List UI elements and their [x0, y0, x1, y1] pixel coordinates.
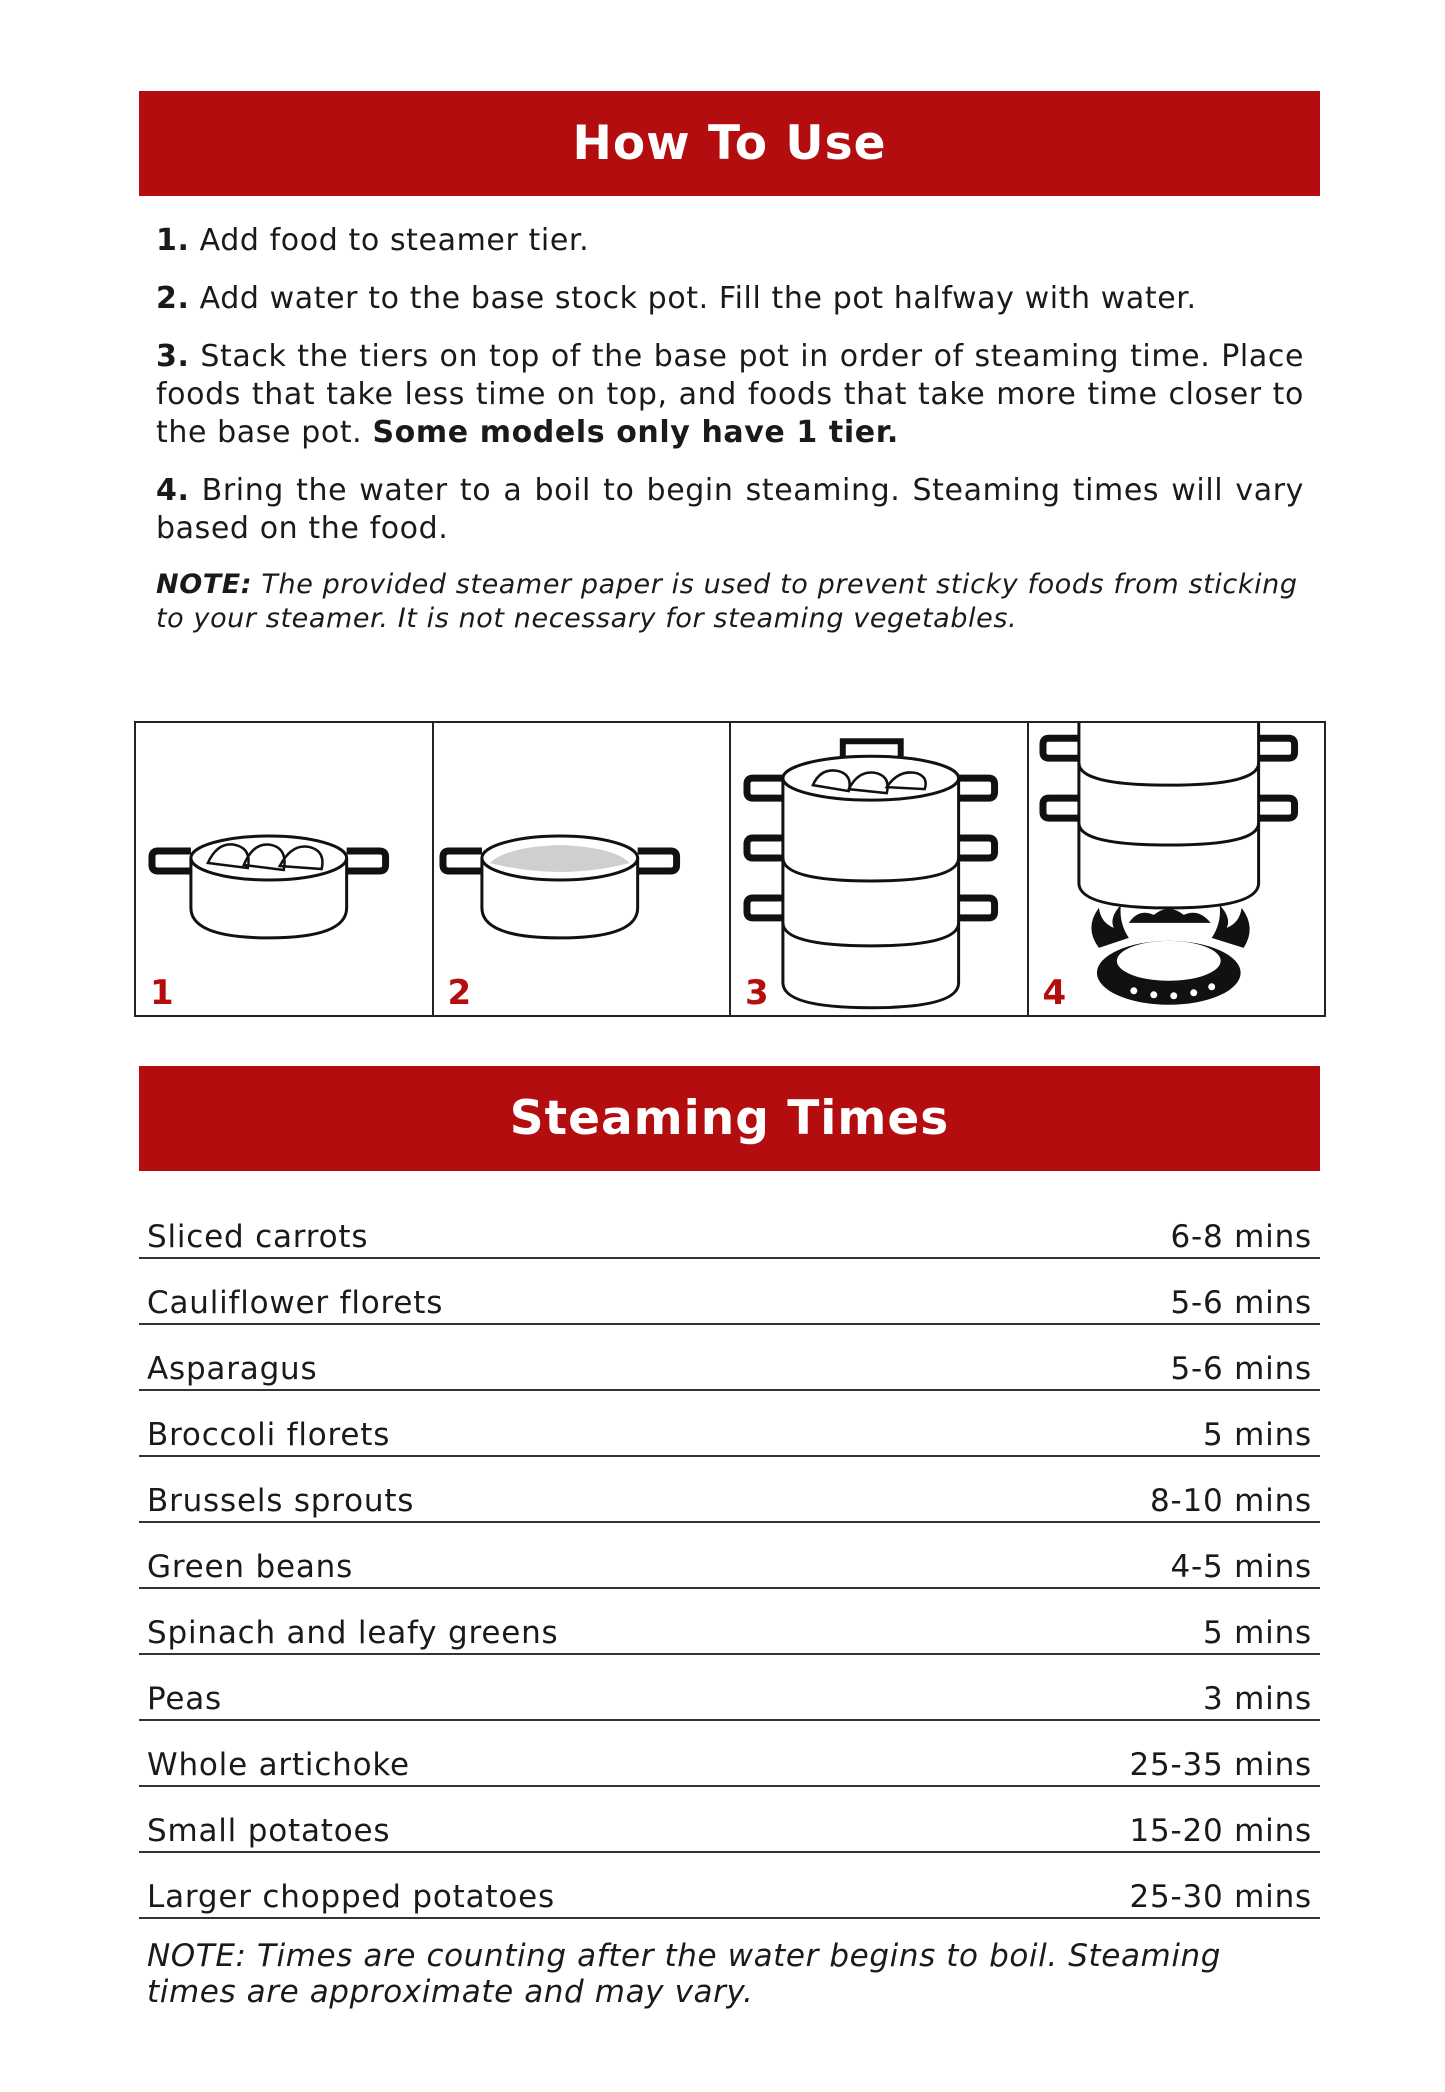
table-row — [139, 1790, 1320, 1853]
steaming-times-title: Steaming Times — [509, 1091, 950, 1146]
step-number: 2. — [156, 281, 190, 316]
illustration-panel-2 — [434, 723, 732, 1015]
food-name: Spinach and leafy greens — [147, 1615, 559, 1651]
steaming-times-header — [139, 1066, 1320, 1171]
step-1 — [156, 222, 1304, 260]
note-label: NOTE: — [156, 569, 253, 600]
illustration-panel-3 — [731, 723, 1029, 1015]
food-name: Sliced carrots — [147, 1219, 369, 1255]
instructions-list — [156, 222, 1304, 636]
step-emphasis: Some models only have 1 tier. — [372, 415, 899, 450]
step-text: Add food to steamer tier. — [199, 223, 590, 258]
how-to-use-title: How To Use — [572, 116, 887, 171]
table-row — [139, 1328, 1320, 1391]
steam-time: 5-6 mins — [1170, 1285, 1312, 1321]
steamer-paper-note — [156, 568, 1304, 636]
step-number-label: 2 — [447, 973, 472, 1013]
steam-time: 5 mins — [1203, 1615, 1312, 1651]
steps-illustration — [134, 721, 1326, 1017]
food-name: Small potatoes — [147, 1813, 391, 1849]
pot-with-dumplings-icon — [136, 723, 432, 1015]
table-row — [139, 1460, 1320, 1523]
step-number-label: 1 — [150, 973, 174, 1013]
steam-time: 4-5 mins — [1170, 1549, 1312, 1585]
steam-time: 6-8 mins — [1170, 1219, 1312, 1255]
steamer-on-burner-icon — [1029, 723, 1325, 1015]
table-row — [139, 1196, 1320, 1259]
food-name: Larger chopped potatoes — [147, 1879, 555, 1915]
step-text: Bring the water to a boil to begin steaming. Steaming times will vary based on the food. — [156, 473, 1305, 546]
steam-time: 3 mins — [1203, 1681, 1312, 1717]
table-row — [139, 1658, 1320, 1721]
step-4 — [156, 472, 1304, 548]
step-number-label: 3 — [745, 973, 769, 1013]
steam-time: 5 mins — [1203, 1417, 1312, 1453]
steam-time: 5-6 mins — [1170, 1351, 1312, 1387]
steaming-times-note: NOTE: Times are counting after the water begins to boil. Steaming times are approximate and may vary. — [147, 1938, 1222, 2010]
step-text: Add water to the base stock pot. Fill the pot halfway with water. — [199, 281, 1197, 316]
illustration-panel-1 — [136, 723, 434, 1015]
steam-time: 8-10 mins — [1149, 1483, 1312, 1519]
food-name: Peas — [147, 1681, 223, 1717]
pot-with-water-icon — [434, 723, 730, 1015]
step-2 — [156, 280, 1304, 318]
steam-time: 15-20 mins — [1129, 1813, 1312, 1849]
table-row — [139, 1526, 1320, 1589]
steam-time: 25-35 mins — [1129, 1747, 1312, 1783]
food-name: Brussels sprouts — [147, 1483, 415, 1519]
food-name: Whole artichoke — [147, 1747, 410, 1783]
step-number-label: 4 — [1042, 973, 1067, 1013]
steaming-times-table — [139, 1196, 1320, 1922]
table-row — [139, 1724, 1320, 1787]
table-row — [139, 1394, 1320, 1457]
table-row — [139, 1592, 1320, 1655]
how-to-use-header — [139, 91, 1320, 196]
step-number: 3. — [156, 339, 190, 374]
illustration-panel-4 — [1029, 723, 1325, 1015]
note-text: The provided steamer paper is used to prevent sticky foods from sticking to your steamer. It is not necessary for steaming vegetables. — [156, 569, 1298, 634]
food-name: Asparagus — [147, 1351, 318, 1387]
food-name: Green beans — [147, 1549, 354, 1585]
steam-time: 25-30 mins — [1129, 1879, 1312, 1915]
table-row — [139, 1262, 1320, 1325]
step-number: 4. — [156, 473, 190, 508]
food-name: Broccoli florets — [147, 1417, 391, 1453]
food-name: Cauliflower florets — [147, 1285, 444, 1321]
step-number: 1. — [156, 223, 190, 258]
stacked-steamer-tiers-icon — [731, 723, 1027, 1015]
step-text: Stack the tiers on top of the base pot in order of steaming time. Place foods that take less time on top, and foods that take more time closer to the base pot. — [156, 339, 1305, 450]
step-3 — [156, 338, 1304, 452]
table-row — [139, 1856, 1320, 1919]
